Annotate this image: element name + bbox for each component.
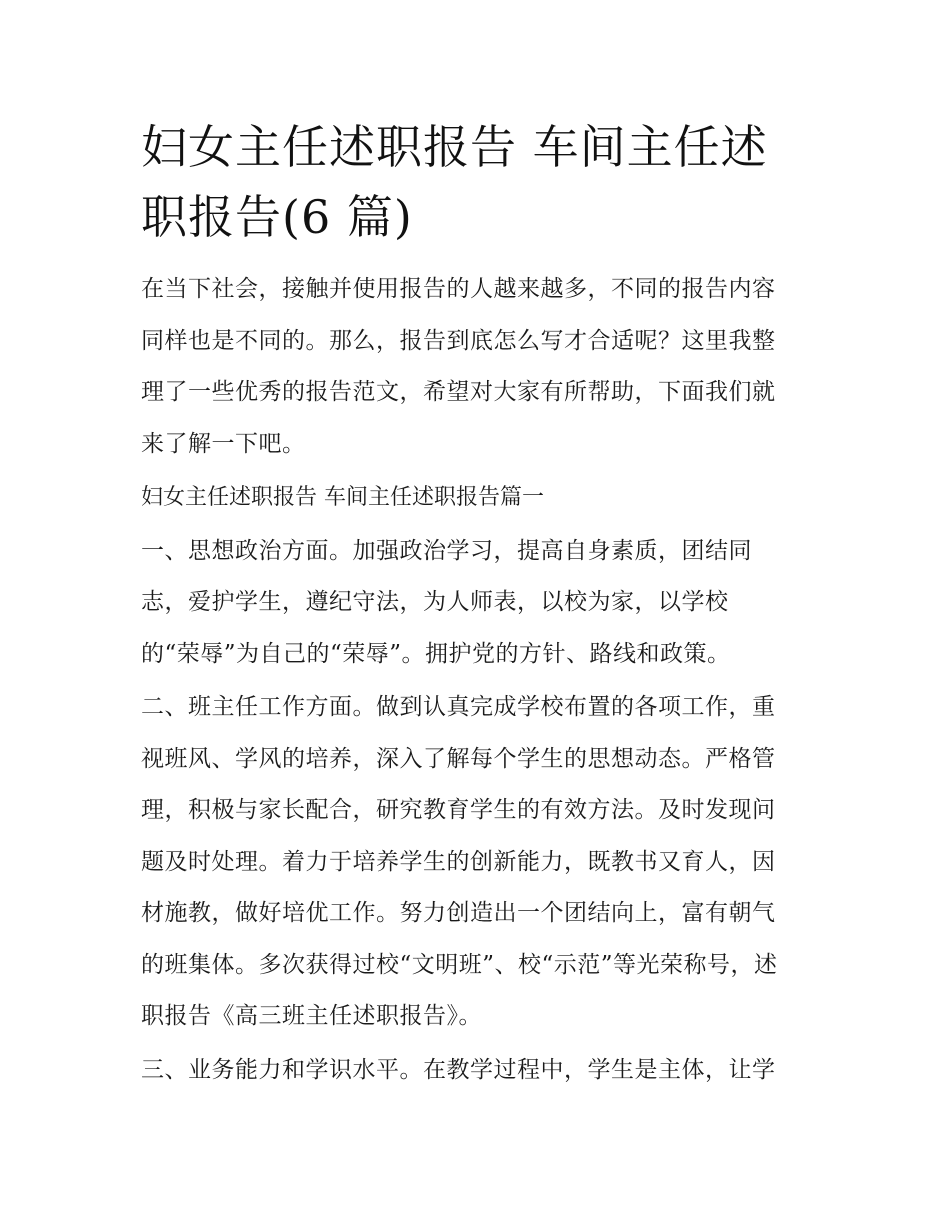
item-3-line: 三、业务能力和学识水平。在教学过程中，学生是主体，让学	[141, 1056, 776, 1083]
item-2-line: 二、班主任工作方面。做到认真完成学校布置的各项工作，重	[141, 694, 776, 720]
intro-line: 同样也是不同的。那么，报告到底怎么写才合适呢？这里我整	[141, 327, 776, 354]
title-line-1: 妇女主任述职报告 车间主任述	[141, 120, 768, 174]
item-3-paragraph	[141, 1045, 813, 1097]
document-title	[141, 112, 813, 252]
item-2-line: 视班风、学风的培养，深入了解每个学生的思想动态。严格管	[141, 745, 776, 772]
item-2-line: 的班集体。多次获得过校“文明班”、校“示范”等光荣称号，述	[141, 951, 778, 978]
title-line-2: 职报告(6 篇)	[141, 190, 413, 244]
section-heading: 妇女主任述职报告 车间主任述职报告篇一	[141, 485, 544, 510]
item-2-line: 题及时处理。着力于培养学生的创新能力，既教书又育人，因	[141, 848, 776, 875]
item-2-line: 职报告《高三班主任述职报告》。	[141, 1003, 482, 1029]
intro-line: 来了解一下吧。	[141, 430, 306, 457]
intro-line: 理了一些优秀的报告范文，希望对大家有所帮助，下面我们就	[141, 379, 776, 405]
item-2-paragraph	[141, 682, 813, 1043]
item-2-line: 材施教，做好培优工作。努力创造出一个团结向上，富有朝气	[141, 900, 776, 926]
intro-paragraph	[141, 264, 813, 470]
item-1-line: 志，爱护学生，遵纪守法，为人师表，以校为家，以学校	[141, 589, 729, 615]
intro-line: 在当下社会，接触并使用报告的人越来越多，不同的报告内容	[141, 276, 776, 302]
item-1-paragraph	[141, 526, 813, 681]
document-body	[141, 112, 813, 1098]
item-2-line: 理，积极与家长配合，研究教育学生的有效方法。及时发现问	[141, 797, 776, 823]
item-1-line: 的“荣辱”为自己的“荣辱”。拥护党的方针、路线和政策。	[141, 640, 731, 667]
item-1-line: 一、思想政治方面。加强政治学习，提高自身素质，团结同	[141, 537, 752, 564]
